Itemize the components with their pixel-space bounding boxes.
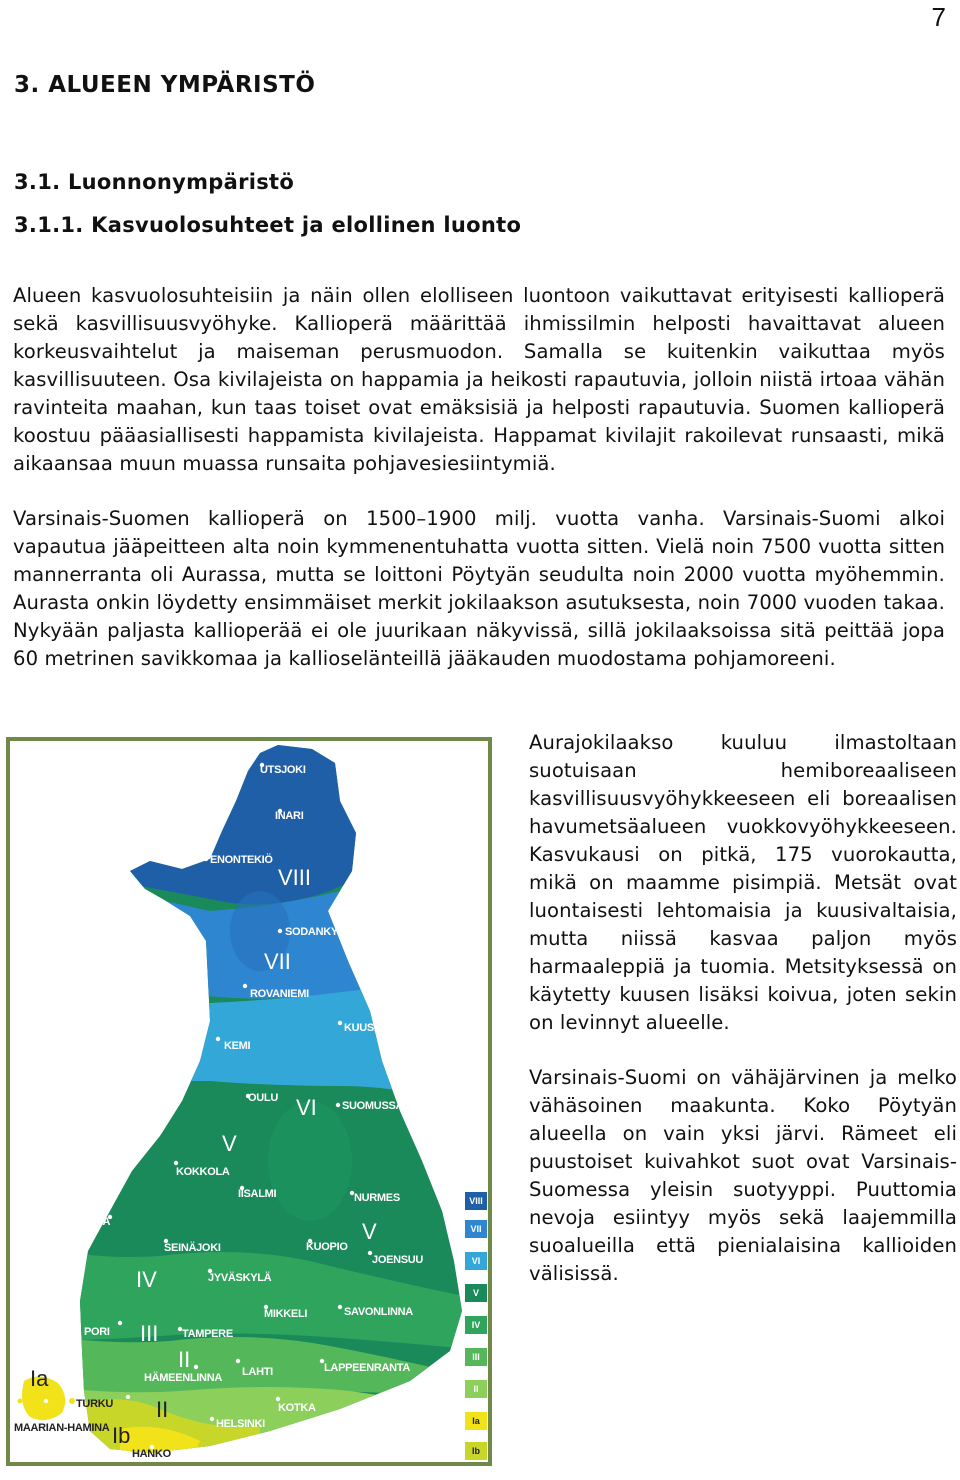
city-hanko: HANKO bbox=[132, 1448, 171, 1460]
city-hameenlinna: HÄMEENLINNA bbox=[144, 1372, 222, 1384]
city-jyvaskyla: JYVÄSKYLÄ bbox=[208, 1272, 272, 1284]
zone-vi: VI bbox=[296, 1095, 317, 1120]
section-heading: 3.1. Luonnonympäristö bbox=[14, 170, 295, 194]
finland-map-svg bbox=[10, 741, 488, 1462]
legend-ii: II bbox=[473, 1384, 479, 1394]
zone-ii: II bbox=[178, 1347, 191, 1372]
zone-ib: Ib bbox=[112, 1423, 131, 1448]
city-oulu: OULU bbox=[248, 1092, 278, 1104]
zone-iii: III bbox=[140, 1321, 159, 1346]
paragraph-bedrock: Alueen kasvuolosuhteisiin ja näin ollen elolliseen luontoon vaikuttavat erityisesti kallioperä sekä kasvillisuusvyöhyke. Kallioperä määrittää ihmissilmin helposti havaittavat alueen korkeusvaihtelut ja maiseman perusmuodon. Samalla se kuitenkin vaikuttaa myös kasvillisuuteen. Osa kivilajeista on happamia ja heikosti rapautuvia, jolloin niistä irtoaa vähän ravinteita maahan, kun taas toiset ovat emäksisiä ja helposti rapautuvia. Suomen kallioperä koostuu pääasiallisesti happamista kivilajeista. Happamat kivilajit rakoilevat runsaasti, mikä aikaansaa muun muassa runsaita pohjavesiesiintymiä. bbox=[13, 284, 945, 475]
city-kokkola: KOKKOLA bbox=[176, 1166, 230, 1178]
zone-ii-south: II bbox=[156, 1397, 169, 1422]
city-lahti: LAHTI bbox=[242, 1366, 273, 1378]
city-sodankyla: SODANKYLÄ bbox=[285, 926, 352, 938]
zone-ia: Ia bbox=[30, 1366, 49, 1391]
city-kuopio: KUOPIO bbox=[306, 1241, 348, 1253]
city-turku: TURKU bbox=[76, 1398, 113, 1410]
legend-iii: III bbox=[472, 1352, 480, 1362]
city-enontekio: ENONTEKIÖ bbox=[210, 854, 273, 866]
city-mikkeli: MIKKELI bbox=[264, 1308, 308, 1320]
paragraph-lakes-and-mires: Varsinais-Suomi on vähäjärvinen ja melko vähäsoinen maakunta. Koko Pöytyän alueella on vain yksi järvi. Rämeet eli puustoiset kuivahkot suot ovat Varsinais-Suomessa yleisin suotyyppi. Puuttomia nevoja esiintyy myös sekä laajemmilla suoalueilla että pienialaisina kallioiden välisissä. bbox=[529, 1066, 957, 1285]
zone-v-east: V bbox=[362, 1219, 377, 1244]
city-pori: PORI bbox=[84, 1326, 110, 1338]
city-seinajoki: SEINÄJOKI bbox=[164, 1242, 221, 1254]
city-joensuu: JOENSUU bbox=[372, 1254, 424, 1266]
legend-ia: Ia bbox=[472, 1416, 480, 1426]
legend-vii: VII bbox=[470, 1224, 482, 1234]
city-rovaniemi: ROVANIEMI bbox=[250, 988, 309, 1000]
city-inari: INARI bbox=[275, 810, 304, 822]
paragraph-vegetation-zone: Aurajokilaakso kuuluu ilmastoltaan suotuisaan hemiboreaaliseen kasvillisuusvyöhykkeeseen eli boreaalisen havumetsäalueen vuokkovyöhykkeeseen. Kasvukausi on pitkä, 175 vuorokautta, mikä on maamme pisimpiä. Metsät ovat luontaisesti lehtomaisia ja kuusivaltaisia, mutta niissä kasvaa paljon myös harmaaleppiä ja tuomia. Metsityksessä on käytetty kuusen lisäksi koivua, joten sekin on levinnyt alueelle. bbox=[529, 731, 957, 1034]
city-tampere: TAMPERE bbox=[182, 1328, 233, 1340]
city-utsjoki: UTSJOKI bbox=[260, 764, 306, 776]
city-nurmes: NURMES bbox=[354, 1192, 400, 1204]
zone-iv: IV bbox=[136, 1267, 157, 1292]
city-iisalmi: IISALMI bbox=[238, 1188, 277, 1200]
legend-v: V bbox=[472, 1288, 480, 1298]
city-suomussalmi: SUOMUSSALMI bbox=[342, 1100, 422, 1112]
zone-viii: VIII bbox=[278, 865, 312, 890]
legend-iv: IV bbox=[471, 1320, 481, 1330]
city-kotka: KOTKA bbox=[278, 1402, 316, 1414]
subsection-heading: 3.1.1. Kasvuolosuhteet ja elollinen luonto bbox=[14, 213, 522, 237]
paragraph-history: Varsinais-Suomen kallioperä on 1500–1900 milj. vuotta vanha. Varsinais-Suomi alkoi vapautua jääpeitteen alta noin kymmenentuhatta vuotta sitten. Vielä noin 7500 vuotta sitten mannerranta oli Aurassa, mutta se loittoni Pöytyän seudulta noin 2000 vuotta myöhemmin. Aurasta onkin löydetty ensimmäiset merkit jokilaakson asutuksesta, noin 7000 vuoden takaa. Nykyään paljasta kallioperää ei ole juurikaan näkyvissä, sillä jokilaaksoissa sitä peittää jopa 60 metrinen savikkomaa ja kallioselänteillä jääkauden muodostama pohjamoreeni. bbox=[13, 507, 945, 670]
city-helsinki: HELSINKI bbox=[216, 1418, 265, 1430]
city-savonlinna: SAVONLINNA bbox=[344, 1306, 413, 1318]
city-vaasa: VAASA bbox=[74, 1216, 111, 1228]
zone-v-west: V bbox=[222, 1131, 237, 1156]
zone-vii: VII bbox=[264, 949, 291, 974]
city-lappeenranta: LAPPEENRANTA bbox=[324, 1362, 411, 1374]
legend-ib: Ib bbox=[472, 1446, 480, 1456]
page-number: 7 bbox=[931, 2, 946, 32]
city-maarianhamina: MAARIAN-HAMINA bbox=[14, 1422, 110, 1434]
city-kuusamo: KUUSAMO bbox=[344, 1022, 399, 1034]
vegetation-zone-map bbox=[6, 737, 492, 1466]
legend-vi: VI bbox=[471, 1256, 481, 1266]
city-kemi: KEMI bbox=[224, 1040, 251, 1052]
map-legend bbox=[465, 1192, 487, 1460]
chapter-heading: 3. ALUEEN YMPÄRISTÖ bbox=[14, 72, 316, 98]
legend-viii: VIII bbox=[469, 1196, 483, 1206]
